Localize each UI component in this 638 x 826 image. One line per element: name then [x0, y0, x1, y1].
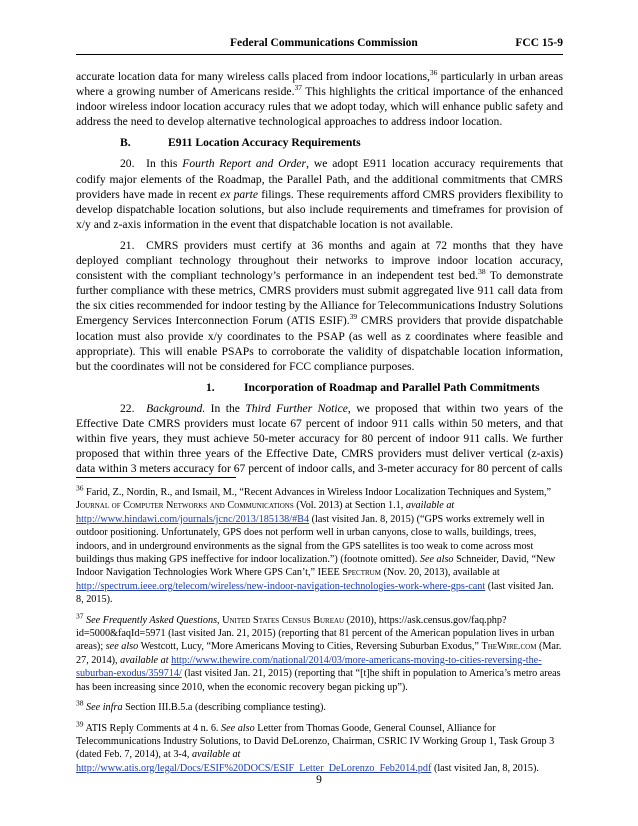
header-rule: [76, 54, 563, 55]
footnote-39: $^{39}$ ATIS Reply Comments at 4 n. 6. See also Letter from Thomas Goode, General Counsel, Alliance for Telecommunications Industry Solutions, to David DeLorenzo, Chairman, CSRIC IV Working Group 1, Task Group 3 (dated Feb. 7, 2014), at 3-4, available at http://www.atis.org/legal/Docs/ESIF%20DOCS/ESIF_Letter_DeLorenzo_Feb2014.pdf (last visited Jan, 8, 2015).: [76, 719, 555, 774]
footnote-36-link-ieee[interactable]: http://spectrum.ieee.org/telecom/wireless/new-indoor-navigation-technologies-work-where-gps-cant: [76, 580, 486, 592]
paragraph-22: 22. Background. In the Third Further Notice, we proposed that within two years of the Effective Date CMRS providers must locate 67 percent of indoor 911 calls within 50 meters, and that within five years, they must achieve 50-meter accuracy for 80 percent of indoor 911 calls. We further proposed that within three years of the Effective Date, CMRS providers must deliver vertical (z-axis) data within 3 meters accuracy for 67 percent of indoor calls, and 3-meter accuracy for 80 percent of calls: [76, 401, 563, 476]
paragraph-20: 20. In this Fourth Report and Order, we adopt E911 location accuracy requirements that codify major elements of the Roadmap, the Parallel Path, and the additional commitments that CMRS providers have made in recent ex parte filings. These requirements afford CMRS providers flexibility to develop dispatchable location solutions, but also include requirements and timeframes for provision of x/y and z-axis information in the event that dispatchable location is not available.: [76, 157, 564, 231]
header-agency: Federal Communications Commission: [230, 37, 418, 49]
footnote-ref-39[interactable]: 39: [349, 312, 358, 322]
section-title: E911 Location Accuracy Requirements: [168, 136, 361, 150]
footnote-36: $^{36}$ Farid, Z., Nordin, R., and Ismail, M., “Recent Advances in Wireless Indoor Localization Techniques and System,” Journal of Computer Networks and Communications (Vol. 2013) at Section 1.1, available at http://www.hindawi.com/journals/jcnc/2013/185138/#B4 (last visited Jan. 8, 2015) (“GPS works extremely well in outdoor positioning. Unfortunately, GPS does not perform well in urban canyons, close to walls, buildings, trees, indoors, and in underground environments as the signal from the GPS satellites is too weak to come across most buildings thus making GPS ineffective for indoor localization.”) (footnote omitted). See also Schneider, David, “New Indoor Navigation Technologies Work Where GPS Can’t,” IEEE Spectrum (Nov. 20, 2013), available at http://spectrum.ieee.org/telecom/wireless/new-indoor-navigation-technologies-work-where-gps-cant (last visited Jan. 8, 2015).: [76, 483, 556, 606]
section-heading-b: [76, 135, 563, 150]
body-text: [76, 69, 563, 482]
footnote-ref-37[interactable]: 37: [294, 83, 302, 93]
footnote-ref-38[interactable]: 38: [478, 267, 486, 277]
section-number: B.: [120, 136, 131, 150]
footnote-38: $^{38}$ See infra Section III.B.5.a (describing compliance testing).: [76, 698, 326, 714]
footnote-37: $^{37}$ See Frequently Asked Questions, United States Census Bureau (2010), https://ask.census.gov/faq.php?id=5000&faqId=5971 (last visited Jan. 21, 2015) (reporting that 81 percent of the American population lives in urban areas); see also Westcott, Lucy, “More Americans Moving to Cities, Reversing Suburban Exodus,” TheWire.com (Mar. 27, 2014), available at http://www.thewire.com/national/2014/03/more-americans-moving-to-cities-reversing-the-suburban-exodus/359714/ (last visited Jan. 21, 2015) (reporting that “[t]he shift in population to America’s metro areas has been increasing since 2010, when the economic recovery began picking up”).: [76, 611, 562, 693]
subsection-title: Incorporation of Roadmap and Parallel Path Commitments: [244, 380, 540, 394]
subsection-heading-1: [76, 380, 563, 395]
footnote-39-link-atis[interactable]: http://www.atis.org/legal/Docs/ESIF%20DOCS/ESIF_Letter_DeLorenzo_Feb2014.pdf: [76, 762, 432, 774]
footnote-37-link-thewire[interactable]: http://www.thewire.com/national/2014/03/more-americans-moving-to-cities-reversing-the-suburban-exodus/359714/: [76, 654, 542, 680]
header-docnum: FCC 15-9: [515, 37, 563, 49]
footnote-rule: [76, 477, 236, 478]
footnote-36-link-hindawi[interactable]: http://www.hindawi.com/journals/jcnc/2013/185138/#B4: [76, 513, 310, 525]
paragraph-continuation: accurate location data for many wireless calls placed from indoor locations,$^{36}$ particularly in urban areas where a growing number of Americans reside.$^{37}$ This highlights the critical importance of the enhanced indoor wireless indoor location accuracy rules that we adopt today, which will enhance public safety and address the need to develop alternative technological approaches to address indoor location.: [76, 68, 564, 129]
footnote-ref-36[interactable]: 36: [429, 68, 438, 78]
subsection-number: 1.: [206, 380, 215, 394]
paragraph-21: 21. CMRS providers must certify at 36 months and again at 72 months that they have deployed compliant technology throughout their networks to improve indoor location accuracy, consistent with the compliant technology’s performance in an independent test bed.$^{38}$ To demonstrate further compliance with these metrics, CMRS providers must submit aggregated live 911 call data from the six cities recommended for indoor testing by the Alliance for Telecommunications Industry Solutions Emergency Services Interconnection Forum (ATIS ESIF).$^{39}$ CMRS providers that provide dispatchable location must also provide x/y coordinates to the PSAP (as well as z coordinates where feasible and appropriate). This will enable PSAPs to corroborate the validity of dispatchable location information, but the coordinates will not be considered for FCC compliance purposes.: [76, 238, 563, 373]
footnotes: [76, 483, 563, 782]
page-number: 9: [316, 774, 322, 786]
page-header: [76, 37, 563, 51]
